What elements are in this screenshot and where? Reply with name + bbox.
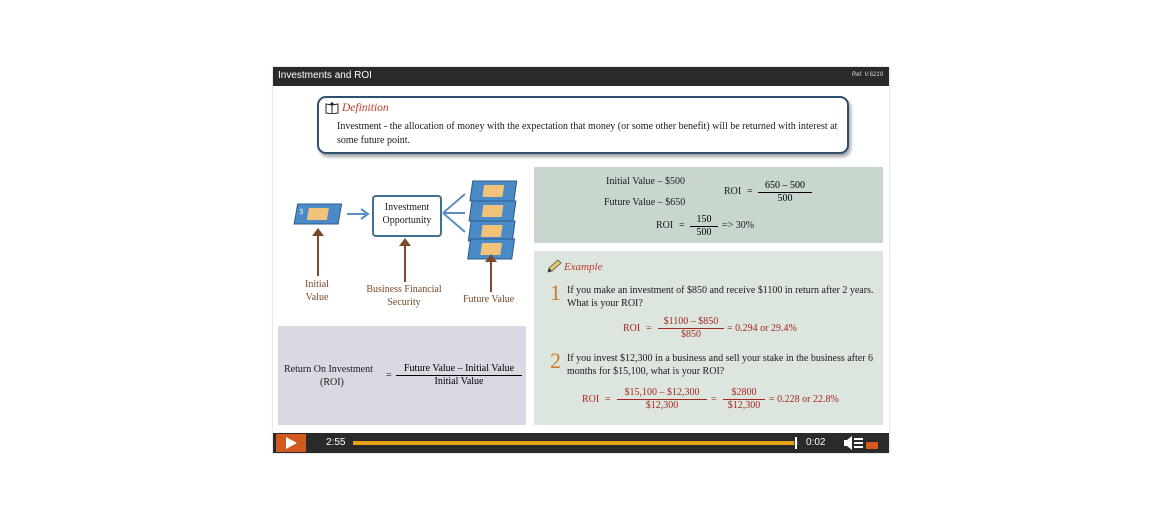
video-player xyxy=(273,67,889,453)
progress-fill xyxy=(353,441,794,445)
example-panel xyxy=(534,251,883,425)
formula-fraction xyxy=(396,363,522,388)
slide-area xyxy=(273,86,889,433)
calc-eq-2: = xyxy=(679,220,685,231)
roi-calc-panel xyxy=(534,167,883,243)
formula-numerator: Future Value – Initial Value xyxy=(396,363,522,376)
reference-code: Ref. V.6219 xyxy=(851,72,883,78)
q1-result: = 0.294 or 29.4% xyxy=(727,323,797,334)
calc-fraction-2: $\frac{150}{500}$ xyxy=(690,214,718,239)
question-1-text: If you make an investment of $850 and receive $1100 in return after 2 years. What is your ROI? xyxy=(567,285,874,309)
definition-box xyxy=(317,96,849,154)
calc-eq-1: = xyxy=(747,186,753,197)
formula-lhs: Return On Investment xyxy=(284,364,373,375)
q2-roi-label: ROI xyxy=(582,394,600,405)
formula-equals: = xyxy=(386,370,392,381)
q2-equals-2: = xyxy=(711,394,717,405)
question-2-text: If you invest $12,300 in a business and sell your stake in the business after 6 months for $15,100, what is your ROI? xyxy=(567,353,874,377)
video-title: Investments and ROI xyxy=(278,70,372,81)
q2-fraction-1: $\frac{\$15,100 - \$12,300}{\$12,300}$ xyxy=(617,387,707,412)
book-icon xyxy=(325,102,339,114)
q2-fraction-2: $\frac{\$2800}{\$12,300}$ xyxy=(723,387,765,412)
q1-fraction: $\frac{\$1100 - \$850}{\$850}$ xyxy=(658,316,724,341)
calc-future: Future Value – $650 xyxy=(604,197,686,208)
example-heading: Example xyxy=(546,259,602,273)
definition-heading: Definition xyxy=(325,102,389,114)
calc-roi-label-1: ROI xyxy=(724,186,742,197)
elapsed-time: 2:55 xyxy=(326,437,346,448)
money-stack-icon xyxy=(461,179,527,261)
roi-formula-panel xyxy=(278,326,526,425)
title-bar xyxy=(273,67,889,86)
business-up-arrow-icon xyxy=(399,238,411,282)
definition-text: Investment - the allocation of money with the expectation that money (or some other benefit) will be returned with interest at some future point. xyxy=(337,121,838,146)
money-icon xyxy=(292,202,344,228)
play-icon xyxy=(285,437,297,449)
progress-knob[interactable] xyxy=(795,437,797,449)
remaining-time: 0:02 xyxy=(806,437,826,448)
initial-up-arrow-icon xyxy=(312,228,324,276)
question-2-number: 2 xyxy=(550,348,561,373)
captions-icon[interactable] xyxy=(854,436,864,450)
arrow-icon xyxy=(347,208,371,220)
player-controls xyxy=(273,433,889,453)
calc-roi-label-2: ROI xyxy=(656,220,674,231)
q1-equals: = xyxy=(646,323,652,334)
q2-result: = 0.228 or 22.8% xyxy=(769,394,839,405)
future-value-label: Future Value xyxy=(463,294,515,305)
pencil-icon xyxy=(546,259,562,273)
q1-roi-label: ROI xyxy=(623,323,641,334)
formula-lhs-abbr: (ROI) xyxy=(320,377,344,388)
q2-equals-1: = xyxy=(605,394,611,405)
calc-initial: Initial Value – $500 xyxy=(606,176,685,187)
calc-fraction-1: $\frac{650 - 500}{500}$ xyxy=(758,180,812,205)
settings-icon[interactable] xyxy=(866,436,878,450)
future-up-arrow-icon xyxy=(485,254,497,292)
question-1-number: 1 xyxy=(550,280,561,305)
initial-value-label: Initial Value xyxy=(305,279,329,303)
business-security-label: Business Financial Security xyxy=(366,284,442,308)
progress-track[interactable] xyxy=(353,441,798,445)
calc-result: => 30% xyxy=(722,220,755,231)
svg-text:5: 5 xyxy=(298,207,305,216)
play-button[interactable] xyxy=(276,434,306,452)
investment-opportunity-label: Investment Opportunity xyxy=(382,202,432,226)
formula-denominator: Initial Value xyxy=(434,376,484,387)
